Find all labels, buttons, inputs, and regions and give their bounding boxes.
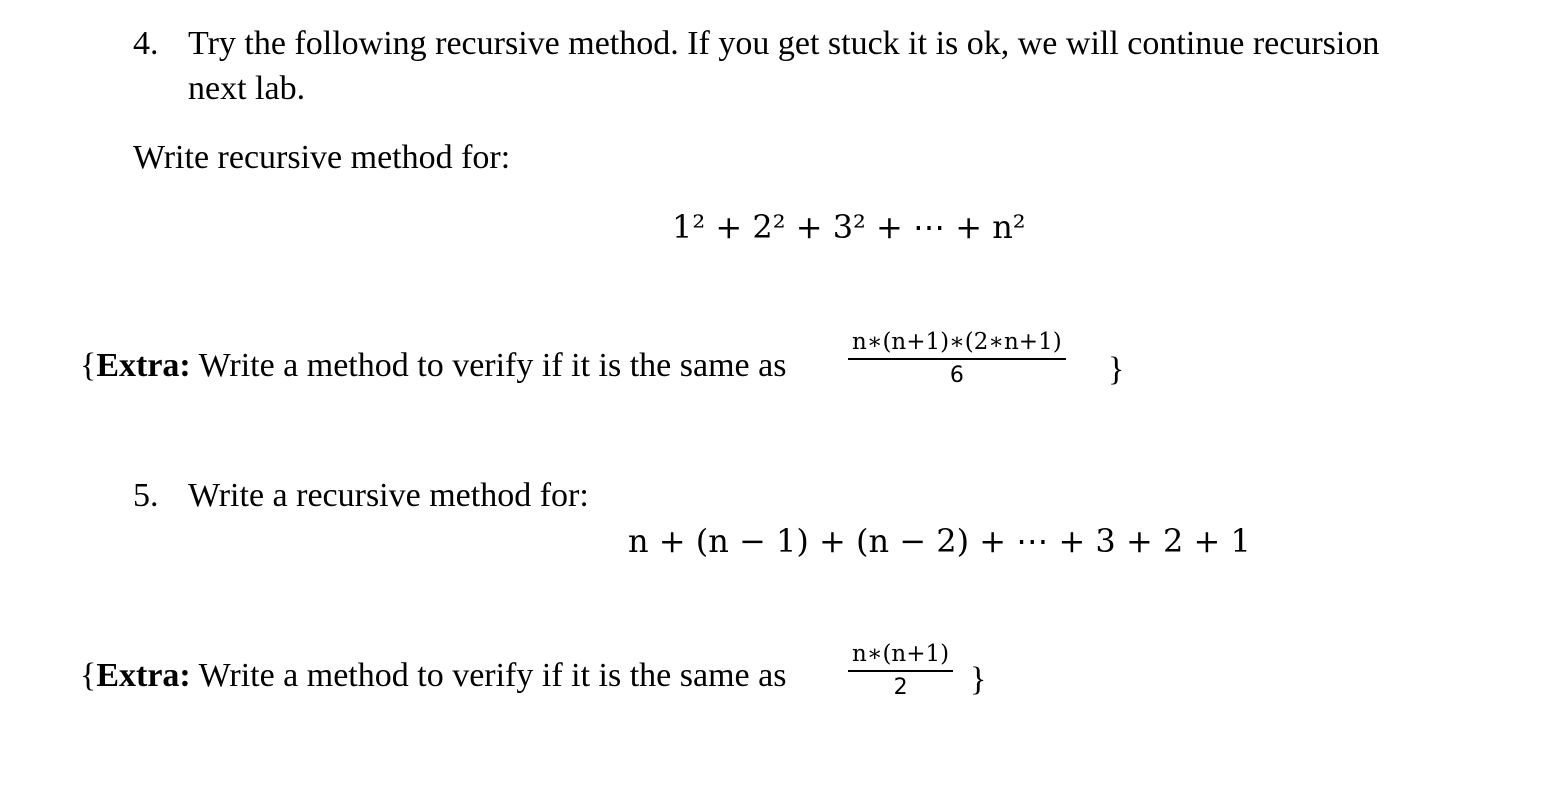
problem-4-extra-line — [80, 344, 786, 388]
problem-4-fraction — [848, 328, 1066, 389]
fraction-denominator: 2 — [893, 675, 908, 700]
open-brace: { — [80, 657, 97, 694]
problem-5-text-line-1: Write a recursive method for: — [188, 477, 589, 514]
fraction-numerator: n∗(n+1)∗(2∗n+1) — [852, 329, 1062, 355]
fraction-denominator: 6 — [949, 363, 964, 388]
fraction-bar — [848, 358, 1066, 360]
problem-4-instruction: Write recursive method for: — [133, 139, 511, 176]
problem-4-number: 4. — [133, 25, 159, 62]
problem-5-formula: n + (n − 1) + (n − 2) + ⋯ + 3 + 2 + 1 — [628, 522, 1251, 560]
problem-4-formula: 1² + 2² + 3² + ⋯ + n² — [672, 208, 1026, 246]
problem-5-number: 5. — [133, 477, 159, 514]
extra-label: Extra: — [96, 347, 191, 384]
extra-text: Write a method to verify if it is the same as — [198, 657, 787, 694]
open-brace: { — [80, 347, 97, 384]
close-brace: } — [1108, 351, 1125, 388]
problem-4-text-line-1: Try the following recursive method. If you get stuck it is ok, we will continue recursion — [188, 25, 1380, 62]
extra-label: Extra: — [96, 657, 191, 694]
problem-4-text-line-2: next lab. — [188, 70, 306, 107]
problem-5-fraction — [848, 640, 953, 701]
fraction-bar — [848, 670, 953, 672]
fraction-numerator: n∗(n+1) — [852, 641, 950, 667]
close-brace: } — [970, 661, 987, 698]
extra-text: Write a method to verify if it is the same as — [198, 347, 787, 384]
problem-5-extra-line — [80, 654, 786, 698]
